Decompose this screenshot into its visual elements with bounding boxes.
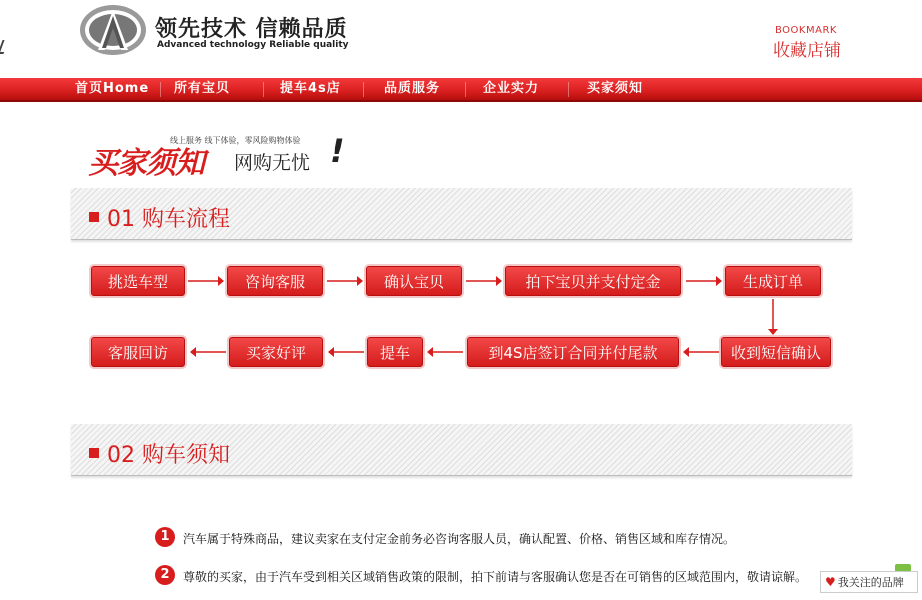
step-consult-service: 咨询客服 [227, 266, 323, 296]
arrow-left-icon [328, 345, 364, 359]
brand-slogan-cn: 领先技术 信赖品质 [155, 17, 348, 42]
section-title: 02 购车须知 [107, 443, 230, 468]
step-service-followup: 客服回访 [91, 337, 185, 367]
notice-number-badge: 1 [155, 527, 175, 547]
nav-item-buyer-notice[interactable]: 买家须知 [587, 81, 644, 96]
arrow-right-icon [327, 274, 363, 288]
nav-item-4s-store[interactable]: 提车4s店 [280, 81, 341, 96]
banner-subtitle: 网购无忧 [234, 152, 311, 174]
followed-brands-label: 我关注的品牌 [837, 576, 904, 589]
banner-exclamation: ! [330, 132, 345, 170]
arrow-left-icon [190, 345, 226, 359]
step-confirm-item: 确认宝贝 [366, 266, 462, 296]
notice-text: 汽车属于特殊商品，建议卖家在支付定金前务必咨询客服人员，确认配置、价格、销售区域和库存情况。 [183, 532, 736, 546]
nav-divider [465, 82, 466, 97]
arrow-right-icon [188, 274, 224, 288]
step-choose-model: 挑选车型 [91, 266, 185, 296]
section-header-purchase-flow [71, 188, 852, 240]
bookmark-label-en[interactable]: BOOKMARK [775, 25, 837, 36]
arrow-down-icon [766, 299, 780, 335]
notice-text: 尊敬的买家，由于汽车受到相关区域销售政策的限制，拍下前请与客服确认您是否在可销售的区域范围内，敬请谅解。 [183, 570, 808, 584]
section-title: 01 购车流程 [107, 207, 230, 232]
store-header [0, 0, 922, 78]
nav-divider [160, 82, 161, 97]
banner-title: 买家须知 [88, 146, 204, 181]
nav-divider [363, 82, 364, 97]
main-nav [0, 78, 922, 102]
banner-tagline: 线上服务 线下体验，零风险购物体验 [170, 136, 301, 145]
nav-item-company[interactable]: 企业实力 [483, 81, 540, 96]
heart-icon: ♥ [825, 575, 836, 589]
arrow-right-icon [466, 274, 502, 288]
nav-divider [568, 82, 569, 97]
followed-brands-widget[interactable] [820, 571, 918, 593]
step-buyer-review: 买家好评 [229, 337, 323, 367]
nav-divider [263, 82, 264, 97]
notice-number-badge: 2 [155, 565, 175, 585]
brand-logo-icon [78, 2, 148, 58]
arrow-left-icon [683, 345, 719, 359]
arrow-right-icon [686, 274, 722, 288]
section-header-purchase-notes [71, 424, 852, 476]
section-bullet [89, 448, 99, 458]
section-bullet [89, 212, 99, 222]
brand-slogan-en: Advanced technology Reliable quality [157, 40, 349, 50]
step-pay-deposit: 拍下宝贝并支付定金 [505, 266, 681, 296]
step-create-order: 生成订单 [725, 266, 821, 296]
step-pickup-car: 提车 [367, 337, 423, 367]
nav-item-quality-service[interactable]: 品质服务 [384, 81, 441, 96]
bookmark-store-link[interactable]: 收藏店铺 [773, 41, 841, 61]
step-sign-contract: 到4S店签订合同并付尾款 [467, 337, 679, 367]
arrow-left-icon [427, 345, 463, 359]
nav-item-home[interactable]: 首页Home [75, 81, 150, 96]
nav-item-all-products[interactable]: 所有宝贝 [174, 81, 231, 96]
step-sms-confirm: 收到短信确认 [721, 337, 831, 367]
